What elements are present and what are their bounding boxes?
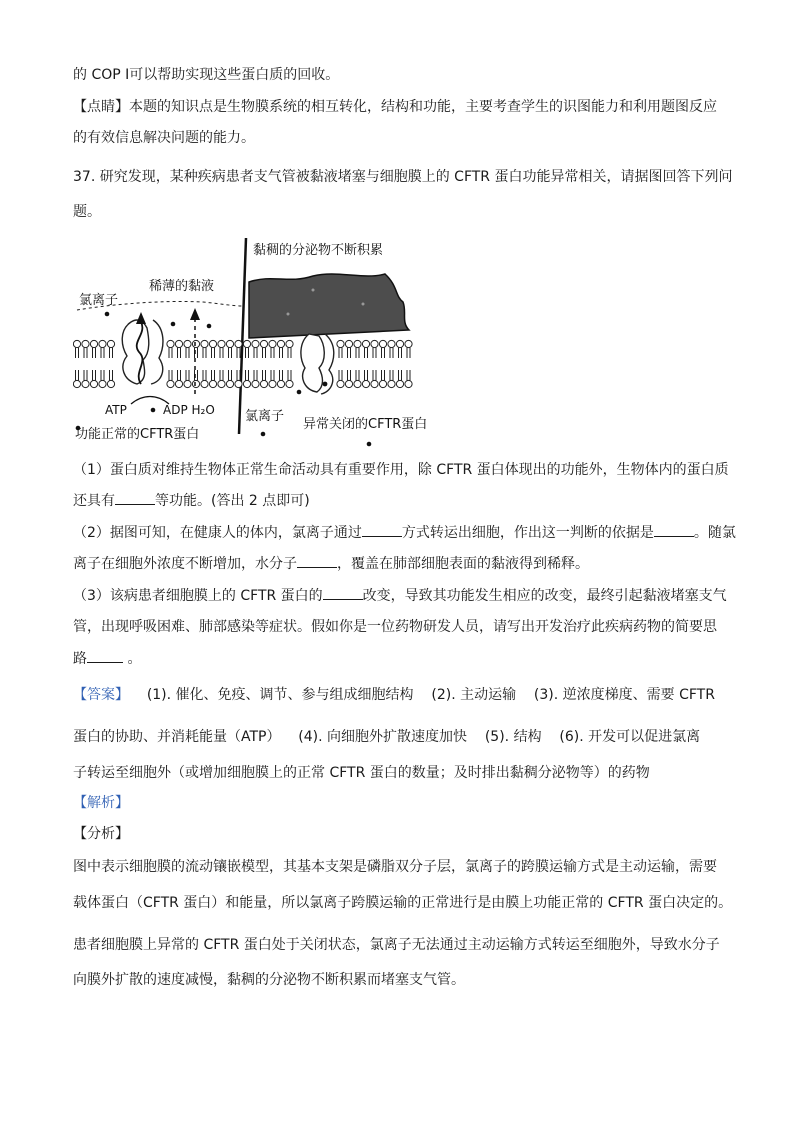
answer-5: (5). 结构 bbox=[484, 729, 542, 745]
answer-blank[interactable] bbox=[297, 553, 337, 568]
label-thick-secretion: 黏稠的分泌物不断积累 bbox=[253, 243, 384, 258]
sub2-text-a: （2）据图可知，在健康人的体内，氯离子通过 bbox=[73, 525, 362, 541]
sub2-text-d: 离子在细胞外浓度不断增加，水分子 bbox=[73, 556, 297, 572]
answer-tag: 【答案】 bbox=[73, 687, 129, 703]
answer-2: (2). 主动运输 bbox=[431, 687, 517, 703]
answer-1: (1). 催化、免疫、调节、参与组成细胞结构 bbox=[146, 687, 414, 703]
intro-text: 的 COP Ⅰ可以帮助实现这些蛋白质的回收。 bbox=[73, 67, 340, 83]
sub3-line-3 bbox=[73, 648, 733, 669]
question-stem-line-2: 题。 bbox=[73, 204, 101, 220]
answer-blank[interactable] bbox=[362, 522, 402, 537]
sub1-text-b: 等功能。(答出 2 点即可) bbox=[155, 493, 310, 509]
answer-line-2 bbox=[73, 727, 733, 747]
answer-line-3: 子转运至细胞外（或增加细胞膜上的正常 CFTR 蛋白的数量；及时排出黏稠分泌物等）的药物 bbox=[73, 765, 650, 781]
comment-tag: 【点睛】 bbox=[73, 99, 129, 115]
abnormal-cftr-protein bbox=[301, 334, 324, 392]
answer-blank[interactable] bbox=[654, 522, 694, 537]
label-atp: ATP bbox=[105, 403, 127, 417]
cftr-membrane-figure bbox=[73, 234, 453, 454]
answer-6: (6). 开发可以促进氯离 bbox=[559, 729, 701, 745]
answer-blank[interactable] bbox=[87, 648, 123, 663]
sub1-text-a: 还具有 bbox=[73, 493, 115, 509]
sub3-line-1 bbox=[73, 585, 733, 606]
comment-text: 本题的知识点是生物膜系统的相互转化，结构和功能，主要考查学生的识图能力和利用题图反应 bbox=[129, 99, 717, 115]
analysis-p2-line-1: 患者细胞膜上异常的 CFTR 蛋白处于关闭状态，氯离子无法通过主动运输方式转运至细胞外，导致水分子 bbox=[73, 937, 720, 953]
sub2-line-1 bbox=[73, 522, 736, 543]
sub2-text-c: 。随氯 bbox=[693, 525, 736, 541]
sub1-line-1: （1）蛋白质对维持生物体正常生命活动具有重要作用，除 CFTR 蛋白体现出的功能外，生物体内的蛋白质 bbox=[73, 462, 729, 478]
sub3-text-d: 。 bbox=[123, 651, 142, 667]
answer-4: (4). 向细胞外扩散速度加快 bbox=[298, 729, 468, 745]
sub3-text-a: （3）该病患者细胞膜上的 CFTR 蛋白的 bbox=[73, 588, 323, 604]
answer-3: (3). 逆浓度梯度、需要 CFTR bbox=[533, 687, 715, 703]
label-adp-h2o: ADP H₂O bbox=[163, 403, 215, 417]
comment-line-2: 的有效信息解决问题的能力。 bbox=[73, 130, 255, 146]
analysis-tag: 【解析】 bbox=[73, 795, 129, 811]
label-chloride-right: 氯离子 bbox=[245, 409, 285, 424]
answer-line-1 bbox=[73, 685, 733, 705]
answer-3-cont: 蛋白的协助、并消耗能量（ATP） bbox=[73, 729, 281, 745]
question-stem-line-1: 37. 研究发现，某种疾病患者支气管被黏液堵塞与细胞膜上的 CFTR 蛋白功能异常相关，请据图回答下列问 bbox=[73, 169, 733, 185]
divider-line bbox=[239, 238, 246, 434]
analysis-p1-line-1: 图中表示细胞膜的流动镶嵌模型，其基本支架是磷脂双分子层，氯离子的跨膜运输方式是主动运输，需要 bbox=[73, 859, 717, 875]
answer-blank[interactable] bbox=[115, 490, 155, 505]
label-chloride-left: 氯离子 bbox=[79, 293, 119, 308]
analysis-p1-line-2: 载体蛋白（CFTR 蛋白）和能量，所以氯离子跨膜运输的正常进行是由膜上功能正常的 CFTR 蛋白决定的。 bbox=[73, 895, 733, 911]
analysis-p2-line-2: 向膜外扩散的速度减慢，黏稠的分泌物不断积累而堵塞支气管。 bbox=[73, 972, 465, 988]
thick-mucus bbox=[249, 274, 409, 338]
sub3-line-2: 管，出现呼吸困难、肺部感染等症状。假如你是一位药物研发人员，请写出开发治疗此疾病药物的简要思 bbox=[73, 619, 717, 635]
analysis-sub-tag: 【分析】 bbox=[73, 826, 129, 842]
label-thin-mucus: 稀薄的黏液 bbox=[149, 279, 215, 294]
sub2-text-b: 方式转运出细胞，作出这一判断的依据是 bbox=[401, 525, 654, 541]
sub3-text-c: 路 bbox=[73, 651, 87, 667]
normal-cftr-protein bbox=[122, 320, 149, 384]
sub2-line-2 bbox=[73, 553, 733, 574]
sub2-text-e: ，覆盖在肺部细胞表面的黏液得到稀释。 bbox=[337, 556, 589, 572]
sub1-line-2 bbox=[73, 490, 733, 511]
sub3-text-b: 改变，导致其功能发生相应的改变，最终引起黏液堵塞支气 bbox=[362, 588, 727, 604]
answer-blank[interactable] bbox=[323, 585, 363, 600]
label-abnormal-cftr: 异常关闭的CFTR蛋白 bbox=[303, 417, 428, 432]
comment-line-1 bbox=[73, 97, 733, 117]
label-normal-cftr: 功能正常的CFTR蛋白 bbox=[75, 427, 200, 442]
